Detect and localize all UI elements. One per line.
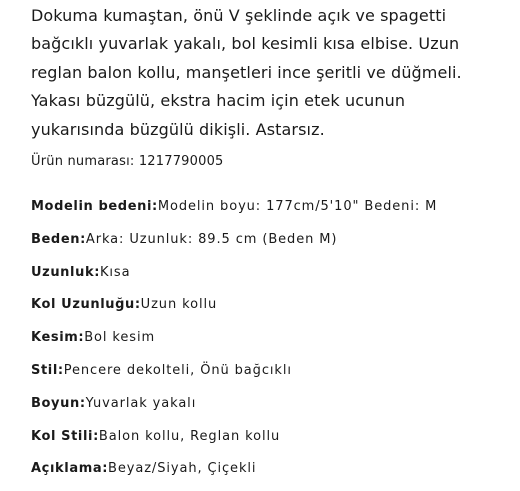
spec-model-size bbox=[31, 196, 437, 229]
spec-sleeve-length bbox=[31, 294, 437, 327]
spec-value: Modelin boyu: 177cm/5'10" Bedeni: M bbox=[157, 199, 438, 214]
product-number-label: Ürün numarası: bbox=[31, 154, 135, 169]
spec-value: Pencere dekolteli, Önü bağcıklı bbox=[63, 362, 292, 378]
spec-key: Modelin bedeni: bbox=[31, 199, 158, 214]
description-line: reglan balon kollu, manşetleri ince şeritli ve düğmeli. bbox=[31, 62, 462, 82]
description-line: Yakası büzgülü, ekstra hacim için etek ucunun bbox=[31, 91, 406, 111]
spec-list bbox=[31, 196, 437, 491]
spec-size bbox=[31, 229, 437, 262]
spec-description bbox=[31, 458, 437, 491]
spec-key: Açıklama: bbox=[31, 461, 109, 477]
description-line: yukarısında büzgülü dikişli. Astarsız. bbox=[31, 119, 325, 139]
spec-value: Uzun kollu bbox=[140, 297, 218, 313]
spec-value: Balon kollu, Reglan kollu bbox=[98, 428, 281, 444]
spec-key: Stil: bbox=[31, 362, 64, 378]
product-number bbox=[31, 154, 224, 169]
product-number-value: 1217790005 bbox=[138, 154, 224, 169]
spec-neckline bbox=[31, 393, 437, 426]
spec-value: Arka: Uzunluk: 89.5 cm (Beden M) bbox=[85, 231, 338, 247]
spec-key: Beden: bbox=[31, 231, 86, 247]
spec-value: Bol kesim bbox=[84, 330, 156, 346]
spec-value: Kısa bbox=[100, 264, 131, 280]
spec-fit bbox=[31, 327, 437, 360]
spec-value: Yuvarlak yakalı bbox=[85, 395, 197, 411]
spec-key: Uzunluk: bbox=[31, 264, 100, 280]
spec-style bbox=[31, 360, 437, 393]
spec-key: Kol Stili: bbox=[31, 428, 99, 444]
description-line: Dokuma kumaştan, önü V şeklinde açık ve spagetti bbox=[31, 6, 447, 25]
description-line: bağcıklı yuvarlak yakalı, bol kesimli kısa elbise. Uzun bbox=[31, 34, 460, 54]
spec-key: Kesim: bbox=[31, 330, 85, 346]
spec-key: Kol Uzunluğu: bbox=[31, 297, 141, 313]
spec-value: Beyaz/Siyah, Çiçekli bbox=[108, 461, 257, 477]
spec-sleeve-style bbox=[31, 426, 437, 459]
spec-length bbox=[31, 262, 437, 295]
product-description bbox=[31, 2, 511, 144]
spec-key: Boyun: bbox=[31, 395, 86, 411]
